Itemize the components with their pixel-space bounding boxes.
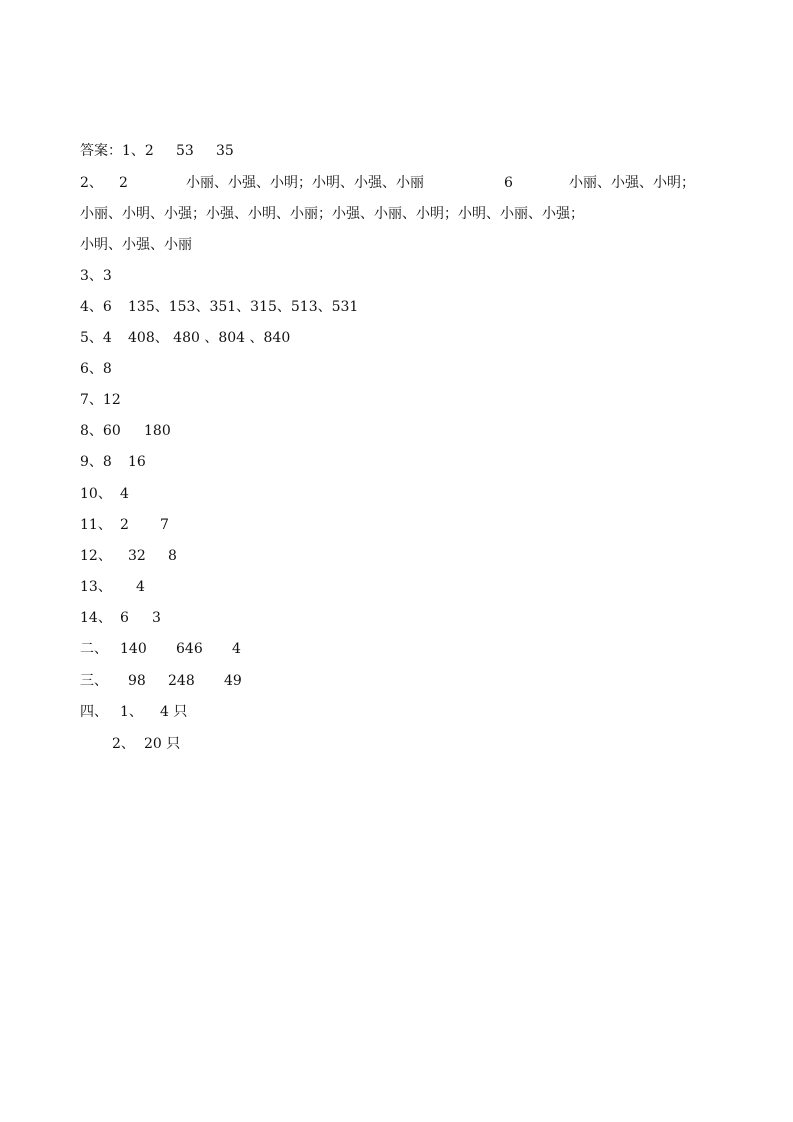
answer-value: 180 [144, 423, 171, 439]
answer-label: 4、6 [80, 299, 112, 315]
answer-value: 4 [120, 486, 129, 502]
answer-value: 小丽、小强、小明； [569, 175, 695, 191]
answer-value: 140 [120, 641, 147, 657]
answer-label: 10、 [80, 486, 112, 502]
answer-label: 二、 [80, 641, 108, 657]
answer-value: 49 [224, 673, 242, 689]
answer-label: 三、 [80, 673, 108, 689]
answer-value: 248 [168, 673, 195, 689]
answer-label: 12、 [80, 548, 112, 564]
answer-value: 53 [176, 143, 194, 159]
answer-value: 135、153、351、315、513、531 [128, 299, 359, 315]
answer-label: 四、 [80, 704, 108, 720]
answer-text: 3、3 [80, 268, 112, 284]
answer-value: 35 [216, 143, 234, 159]
answer-value: 16 [128, 454, 146, 470]
answer-text: 小明、小强、小丽 [80, 237, 192, 253]
answer-value: 408、 480 、804 、840 [128, 330, 291, 346]
answer-label: 13、 [80, 579, 112, 595]
answer-text: 小丽、小明、小强；小强、小明、小丽；小强、小丽、小明；小明、小丽、小强； [80, 206, 584, 222]
answer-value: 6 [504, 175, 513, 191]
answer-label: 2、 [112, 736, 135, 752]
answer-value: 2 [119, 175, 128, 191]
answer-value: 6 [120, 610, 129, 626]
answer-value: 4 只 [160, 704, 188, 720]
answer-label: 11、 [80, 517, 112, 533]
answer-value: 小丽、小强、小明；小明、小强、小丽 [186, 175, 424, 191]
answer-value: 646 [176, 641, 203, 657]
answer-label: 答案：1、2 [80, 143, 154, 159]
answer-value: 2 [120, 517, 129, 533]
answer-value: 7 [160, 517, 169, 533]
answer-label: 9、8 [80, 454, 112, 470]
answer-value: 98 [128, 673, 146, 689]
answer-value: 4 [232, 641, 241, 657]
answer-text: 7、12 [80, 392, 121, 408]
answer-value: 20 只 [144, 736, 181, 752]
answer-value: 3 [152, 610, 161, 626]
answer-label: 14、 [80, 610, 112, 626]
answer-value: 1、 [120, 704, 143, 720]
answer-label: 8、60 [80, 423, 121, 439]
answer-label: 2、 [80, 175, 103, 191]
answer-text: 6、8 [80, 361, 112, 377]
answer-value: 8 [168, 548, 177, 564]
answer-value: 32 [128, 548, 146, 564]
answer-value: 4 [136, 579, 145, 595]
answer-label: 5、4 [80, 330, 112, 346]
